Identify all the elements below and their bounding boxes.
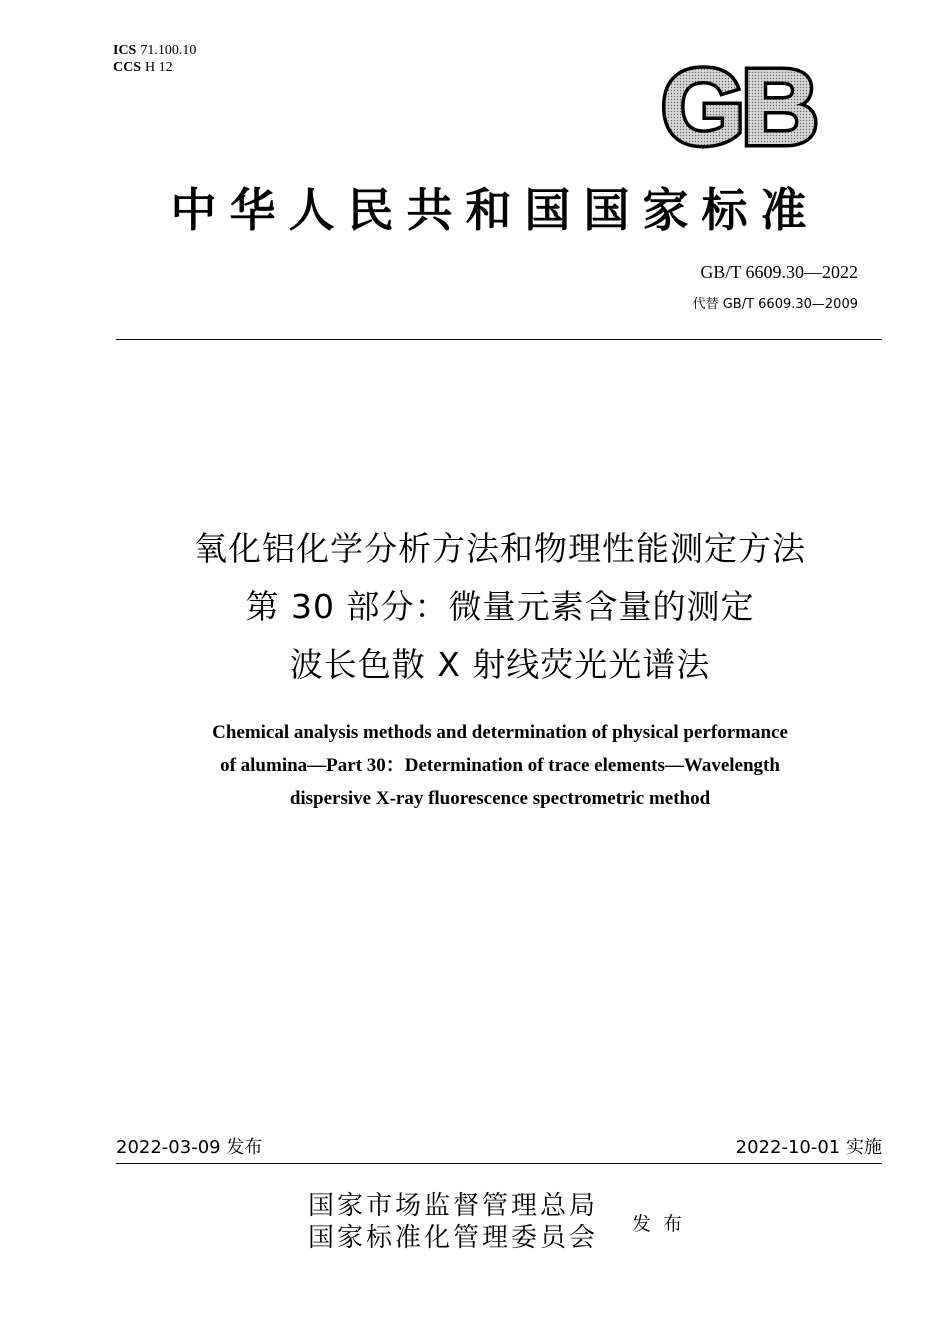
ccs-value: H 12: [145, 60, 173, 75]
standard-number: GB/T 6609.30—2022: [700, 262, 858, 282]
replaces-standard: 代替 GB/T 6609.30—2009: [692, 297, 858, 312]
english-title-line: Chemical analysis methods and determination of physical performance: [212, 722, 788, 743]
ccs-code: [113, 59, 196, 76]
english-title-line: of alumina—Part 30：Determination of trace elements—Wavelength: [220, 755, 780, 776]
english-title: [100, 716, 900, 815]
ics-value: 71.100.10: [140, 43, 197, 58]
classification-codes: [113, 42, 196, 76]
gb-logo-text: GB: [661, 56, 815, 156]
top-divider: [116, 339, 882, 340]
issuer-name: 国家标准化管理委员会: [308, 1223, 599, 1253]
issuer-name: 国家市场监督管理总局: [308, 1191, 599, 1221]
national-standard-heading: 中华人民共和国国家标准: [170, 183, 820, 237]
ics-label: ICS: [113, 43, 137, 58]
chinese-title: [60, 520, 940, 694]
issuing-authorities: [308, 1190, 598, 1254]
issue-date: 2022-03-09 发布: [116, 1137, 263, 1158]
gb-logo: [640, 56, 836, 156]
implementation-date: 2022-10-01 实施: [735, 1137, 882, 1158]
ccs-label: CCS: [113, 60, 142, 75]
bottom-divider: [116, 1163, 882, 1164]
chinese-title-line: 波长色散 X 射线荧光光谱法: [289, 645, 711, 684]
chinese-title-line: 第 30 部分：微量元素含量的测定: [245, 587, 755, 626]
publish-label: 发布: [632, 1213, 695, 1235]
ics-code: [113, 42, 196, 59]
chinese-title-line: 氧化铝化学分析方法和物理性能测定方法: [194, 529, 806, 568]
english-title-line: dispersive X-ray fluorescence spectrometric method: [289, 788, 711, 809]
